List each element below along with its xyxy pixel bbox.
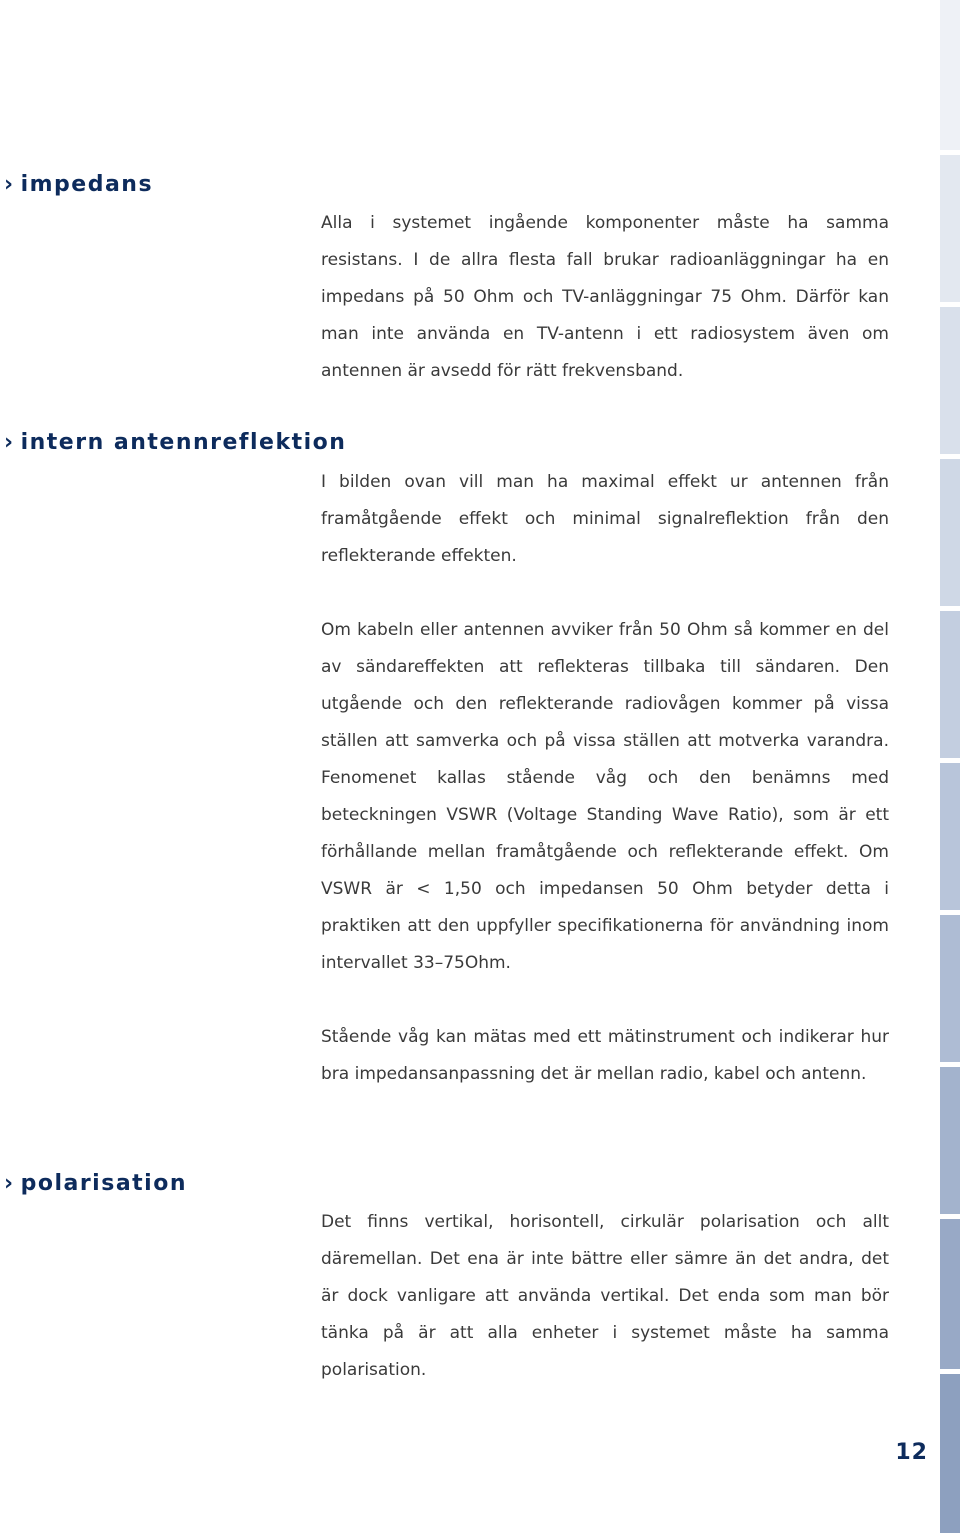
sidebar-stripe (940, 1374, 960, 1533)
heading-text: intern antennreflektion (20, 430, 347, 455)
paragraph-polarisation: Det finns vertikal, horisontell, cirkulär polarisation och allt däremellan. Det ena är inte bättre eller sämre än det andra, det är dock vanligare att använda vertikal. Det enda som man bör tänka på är att alla enheter i systemet måste ha samma polarisation. (321, 1212, 889, 1380)
sidebar-stripe (940, 611, 960, 758)
sidebar-stripe (940, 915, 960, 1062)
heading-text: impedans (20, 172, 154, 197)
sidebar-decoration (940, 0, 960, 1533)
paragraph-reflektion-intro: I bilden ovan vill man ha maximal effekt ur antennen från framåtgående effekt och minimal signalreflektion från den reflekterande effekten. (321, 472, 889, 566)
page-number: 12 (895, 1440, 928, 1465)
sidebar-stripe (940, 1219, 960, 1369)
chevron-right-icon: › (4, 1171, 15, 1196)
heading-text: polarisation (20, 1171, 187, 1196)
sidebar-stripe (940, 763, 960, 910)
sidebar-stripe (940, 307, 960, 454)
sidebar-stripe (940, 155, 960, 302)
sidebar-stripe (940, 0, 960, 150)
section-heading-intern-antennreflektion (4, 430, 346, 455)
chevron-right-icon: › (4, 172, 15, 197)
paragraph-reflektion-matning: Stående våg kan mätas med ett mätinstrument och indikerar hur bra impedansanpassning det är mellan radio, kabel och antenn. (321, 1027, 889, 1084)
paragraph-impedans: Alla i systemet ingående komponenter måste ha samma resistans. I de allra flesta fall brukar radioanläggningar ha en impedans på 50 Ohm och TV-anläggningar 75 Ohm. Därför kan man inte använda en TV-antenn i ett radiosystem även om antennen är avsedd för rätt frekvensband. (321, 213, 889, 381)
section-heading-impedans (4, 172, 153, 197)
sidebar-stripe (940, 1067, 960, 1214)
paragraph-reflektion-vswr: Om kabeln eller antennen avviker från 50 Ohm så kommer en del av sändareffekten att reflekteras tillbaka till sändaren. Den utgående och den reflekterande radiovågen kommer på vissa ställen att samverka och på vissa ställen att motverka varandra. Fenomenet kallas stående våg och den benämns med beteckningen VSWR (Voltage Standing Wave Ratio), som är ett förhållande mellan framåtgående och reflekterande effekt. Om VSWR är < 1,50 och impedansen 50 Ohm betyder detta i praktiken att den uppfyller specifikationerna för användning inom intervallet 33–75Ohm. (321, 620, 889, 973)
sidebar-stripe (940, 459, 960, 606)
section-heading-polarisation (4, 1171, 187, 1196)
chevron-right-icon: › (4, 430, 15, 455)
